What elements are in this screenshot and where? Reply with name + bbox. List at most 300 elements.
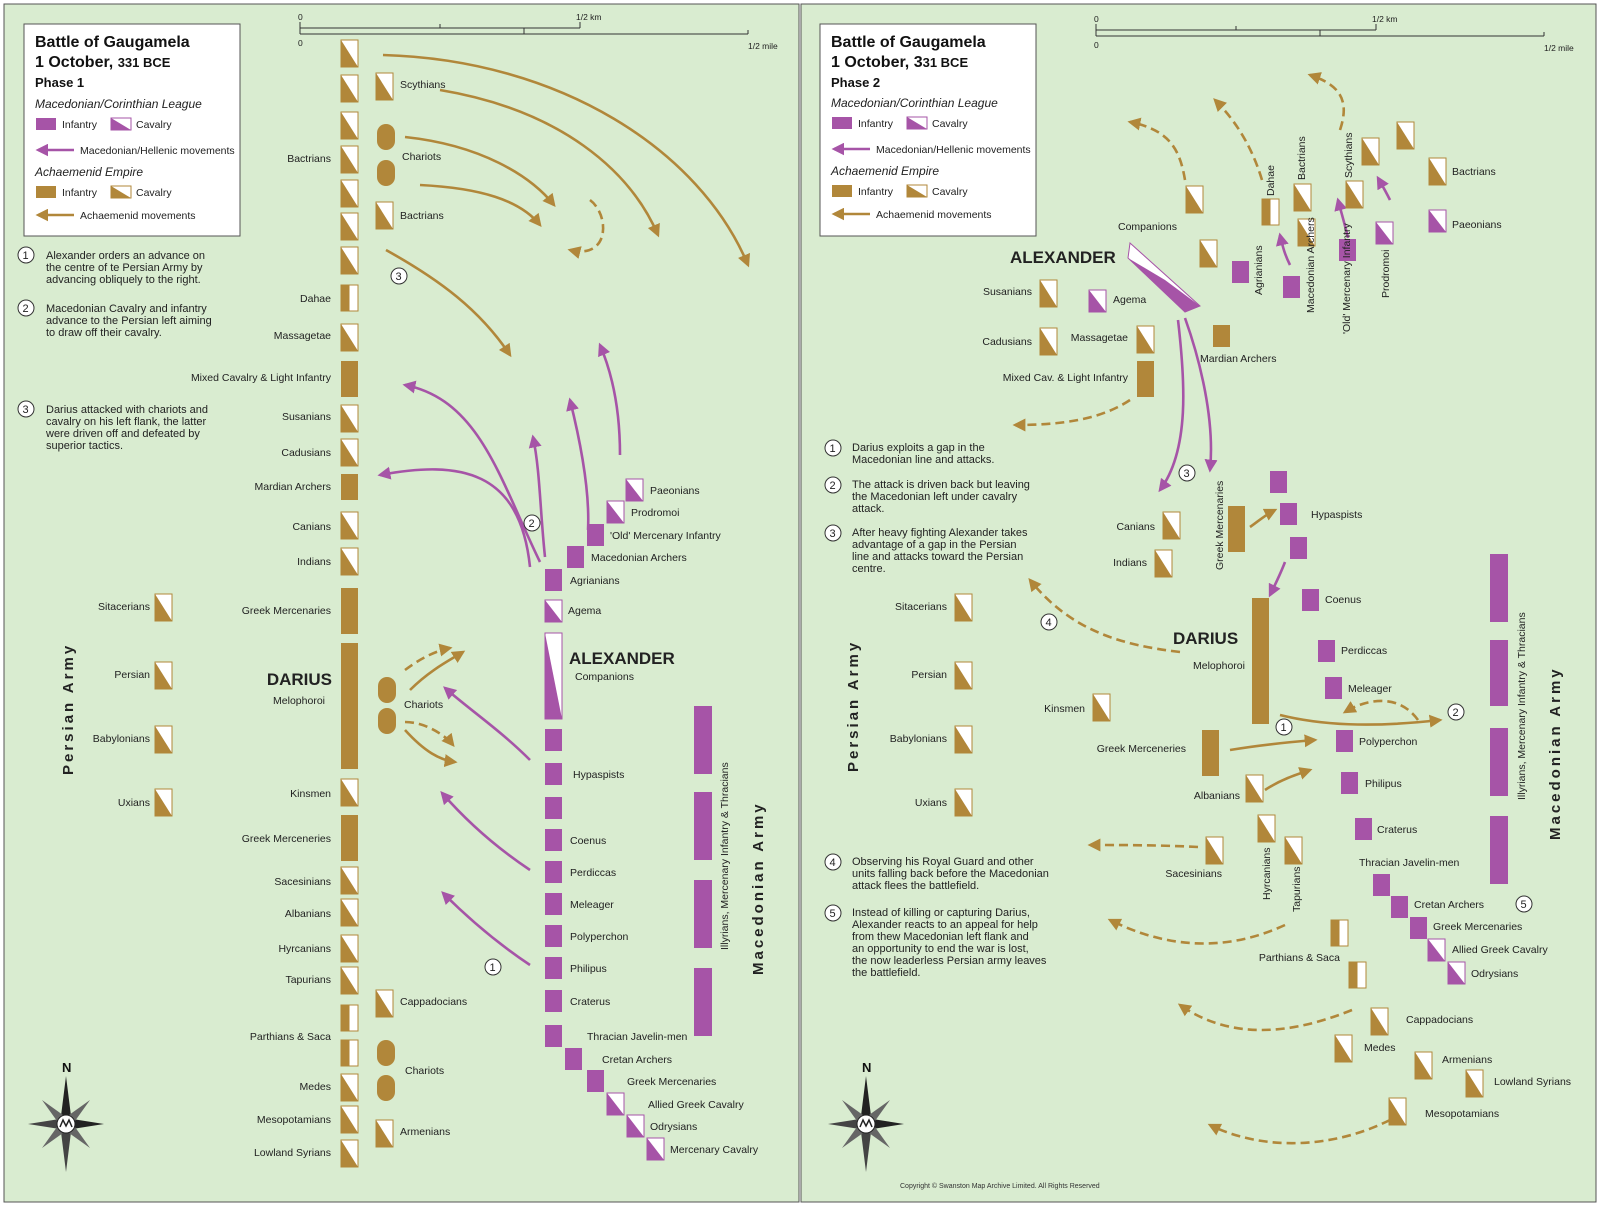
legend-mac-infantry: Infantry <box>62 119 98 131</box>
p1-sitacerians-unit <box>155 594 172 621</box>
p1-massagetae-unit <box>341 324 358 351</box>
p2-marker-5-num: 5 <box>1520 899 1527 911</box>
p1-hyrcanians-unit <box>341 935 358 962</box>
svg-text:were driven off and defeated b: were driven off and defeated by <box>46 428 200 440</box>
p2-label-bactrians-2: Bactrians <box>1452 166 1496 178</box>
p2-mac-archers-unit <box>1283 276 1300 298</box>
p1-label-indians: Indians <box>297 556 331 568</box>
p1-greek-merceneries-unit <box>341 815 358 861</box>
p1-label-cadusians: Cadusians <box>281 447 331 459</box>
p1-label-kinsmen: Kinsmen <box>290 788 331 800</box>
p1-cadusians-unit <box>341 439 358 466</box>
p1-agrianians-unit <box>545 569 562 591</box>
svg-text:3: 3 <box>22 404 29 416</box>
svg-text:1/2 mile: 1/2 mile <box>1544 43 1574 53</box>
p1-greek-mercs-mac-unit <box>587 1070 604 1092</box>
p1-persian-cavalry <box>341 180 358 207</box>
p2-melophoroi-unit <box>1252 598 1269 724</box>
p2-label-albanians: Albanians <box>1193 790 1240 802</box>
p1-mac-infantry-unit <box>545 893 562 915</box>
p2-label-persian: Persian <box>911 669 947 681</box>
legend-mac-cavalry: Cavalry <box>136 119 172 131</box>
p1-mac-infantry-unit <box>545 990 562 1012</box>
p2-mixed-unit <box>1137 361 1154 397</box>
p1-persian-cavalry <box>341 247 358 274</box>
p1-parthians-unit <box>341 1005 358 1031</box>
p1-lowland-syrians-unit <box>341 1140 358 1167</box>
p2-agrianians-unit <box>1232 261 1249 283</box>
p2-agema-unit <box>1089 290 1106 312</box>
phase1-title: Battle of Gaugamela <box>35 34 190 51</box>
p2-mesopotamians-unit <box>1389 1098 1406 1125</box>
p2-label-dahae: Dahae <box>1265 165 1277 196</box>
p1-label-illyrians: Illyrians, Mercenary Infantry & Thracians <box>719 762 731 950</box>
p1-mac-infantry-unit <box>545 829 562 851</box>
p1-label-companions: Companions <box>575 671 634 683</box>
p1-label-chariots-3: Chariots <box>405 1065 445 1077</box>
p1-albanians-unit <box>341 899 358 926</box>
svg-text:Alexander orders an advance on: Alexander orders an advance on <box>46 250 205 262</box>
p1-chariot <box>378 708 396 734</box>
p1-label-cretan: Cretan Archers <box>602 1054 673 1066</box>
p1-indians-unit <box>341 548 358 575</box>
p1-mac-infantry-unit <box>545 925 562 947</box>
p1-bactrians-unit <box>376 202 393 229</box>
p2-marker-4-num: 4 <box>1045 617 1052 629</box>
p1-label-old-mercs: 'Old' Mercenary Infantry <box>610 530 721 542</box>
p1-label-bactrians-2: Bactrians <box>400 210 444 222</box>
svg-text:attack flees the battlefield.: attack flees the battlefield. <box>852 880 980 892</box>
scale-zero-mile: 0 <box>298 38 303 48</box>
p1-marker-3-num: 3 <box>395 271 402 283</box>
p1-persian-cavalry <box>341 112 358 139</box>
p1-illyrians-unit <box>694 880 712 948</box>
svg-text:cavalry on his left flank, the: cavalry on his left flank, the latter <box>46 416 207 428</box>
p2-saca-unit <box>1349 962 1366 988</box>
p2-label-thracian: Thracian Javelin-men <box>1359 857 1460 869</box>
svg-text:1: 1 <box>829 443 836 455</box>
p2-parthians-unit <box>1331 920 1348 946</box>
p1-dahae-unit <box>341 285 358 311</box>
p1-label-mac-inf: Perdiccas <box>570 867 617 879</box>
p2-label-canians: Canians <box>1116 521 1155 533</box>
phase1-date: 1 October, 331 BCE <box>35 54 171 71</box>
p2-label-cadusians: Cadusians <box>982 336 1032 348</box>
p2-label-agrianians: Agrianians <box>1253 245 1265 295</box>
p2-babylonians-unit <box>955 726 972 753</box>
legend-ach-moves: Achaemenid movements <box>80 210 196 222</box>
p2-label-cretan: Cretan Archers <box>1414 899 1485 911</box>
p2-label-odrysians: Odrysians <box>1471 968 1519 980</box>
svg-text:Cavalry: Cavalry <box>932 186 968 198</box>
svg-text:3: 3 <box>829 528 836 540</box>
svg-text:The attack is driven back but: The attack is driven back but leaving <box>852 479 1030 491</box>
p1-label-susanians: Susanians <box>281 411 331 423</box>
phase2-title: Battle of Gaugamela <box>831 34 986 51</box>
p2-thracian-unit <box>1373 874 1390 896</box>
p2-hypaspists-1 <box>1270 471 1287 493</box>
p1-persian-cavalry <box>341 213 358 240</box>
p1-label-hyrcanians: Hyrcanians <box>278 943 331 955</box>
p1-label-tapurians: Tapurians <box>285 974 331 986</box>
p1-mac-infantry-unit <box>545 861 562 883</box>
svg-text:1: 1 <box>22 250 29 262</box>
p2-persian-unit <box>955 662 972 689</box>
svg-text:centre.: centre. <box>852 563 886 575</box>
phase1-legend <box>24 24 240 236</box>
p2-greek-mercs-mac-unit <box>1410 917 1427 939</box>
svg-text:Infantry: Infantry <box>858 186 894 198</box>
p2-hypaspists-2 <box>1280 503 1297 525</box>
p2-bactrians-2-unit <box>1429 158 1446 185</box>
p1-medes-unit <box>341 1074 358 1101</box>
p1-label-darius: DARIUS <box>266 670 332 689</box>
svg-text:advancing obliquely to the rig: advancing obliquely to the right. <box>46 274 201 286</box>
p1-label-merc-cav: Mercenary Cavalry <box>670 1144 759 1156</box>
p1-label-medes: Medes <box>299 1081 331 1093</box>
svg-text:Macedonian Cavalry and infantr: Macedonian Cavalry and infantry <box>46 303 207 315</box>
svg-text:an opportunity to end the war: an opportunity to end the war is lost, <box>852 943 1029 955</box>
p1-label-sitacerians: Sitacerians <box>98 601 150 613</box>
p1-label-mardian: Mardian Archers <box>254 481 331 493</box>
p2-label-illyrians: Illyrians, Mercenary Infantry & Thracians <box>1516 612 1528 800</box>
phase2-date: 1 October, 331 BCE <box>831 54 969 71</box>
p2-illyrians-unit <box>1490 728 1508 796</box>
p2-label-polyperchon: Polyperchon <box>1359 736 1418 748</box>
p2-label-sitacerians: Sitacerians <box>895 601 947 613</box>
svg-text:advantage of a gap in the Pers: advantage of a gap in the Persian <box>852 539 1017 551</box>
p1-chariot <box>378 677 396 703</box>
p1-canians-unit <box>341 512 358 539</box>
p2-label-paeonians: Paeonians <box>1452 219 1502 231</box>
p1-label-mac-inf: Coenus <box>570 835 607 847</box>
p2-label-coenus: Coenus <box>1325 594 1362 606</box>
p1-label-thracian: Thracian Javelin-men <box>587 1031 688 1043</box>
phase2-phase: Phase 2 <box>831 75 881 90</box>
phase1-phase: Phase 1 <box>35 75 85 90</box>
p2-label-lowland-syrians: Lowland Syrians <box>1494 1076 1572 1088</box>
p2-susanians-unit <box>1040 280 1057 307</box>
p1-label-chariots: Chariots <box>402 151 442 163</box>
p1-label-alexander: ALEXANDER <box>569 649 675 668</box>
p1-tapurians-unit <box>341 967 358 994</box>
p2-sitacerians-unit <box>955 594 972 621</box>
p1-melophoroi-unit <box>341 643 358 769</box>
p1-babylonians-unit <box>155 726 172 753</box>
svg-text:Infantry: Infantry <box>858 118 894 130</box>
p1-label-mesopotamians: Mesopotamians <box>256 1114 331 1126</box>
p1-marker-1-num: 1 <box>489 962 496 974</box>
p1-label-lowland-syrians: Lowland Syrians <box>253 1147 331 1159</box>
p2-illyrians-unit <box>1490 816 1508 884</box>
legend-mac-infantry-swatch <box>36 118 56 130</box>
p2-label-medes: Medes <box>1364 1042 1396 1054</box>
p2-label-parthians: Parthians & Saca <box>1258 952 1340 964</box>
p1-label-mac-archers: Macedonian Archers <box>591 552 687 564</box>
p2-indians-unit <box>1155 550 1172 577</box>
p1-label-agema: Agema <box>568 605 602 617</box>
p2-philipus-unit <box>1341 772 1358 794</box>
p1-uxians-unit <box>155 789 172 816</box>
p2-perdiccas-unit <box>1318 640 1335 662</box>
p2-label-craterus: Craterus <box>1377 824 1418 836</box>
svg-text:attack.: attack. <box>852 503 885 515</box>
p2-odrysians-unit <box>1448 962 1465 984</box>
p2-craterus-unit <box>1355 818 1372 840</box>
p1-label-hypaspists: Hypaspists <box>573 769 625 781</box>
p1-label-chariots-2: Chariots <box>404 699 444 711</box>
legend-ach-cavalry: Cavalry <box>136 187 172 199</box>
svg-text:4: 4 <box>829 857 836 869</box>
p1-illyrians-unit <box>694 968 712 1036</box>
p1-cappadocians-unit <box>376 990 393 1017</box>
p1-label-odrysians: Odrysians <box>650 1121 698 1133</box>
p2-label-armenians: Armenians <box>1442 1054 1493 1066</box>
p2-greek-merceneries-unit <box>1202 730 1219 776</box>
phase1-persian-army-label: Persian Army <box>60 642 77 775</box>
p2-cadusians-unit <box>1040 328 1057 355</box>
p1-label-dahae: Dahae <box>300 293 331 305</box>
p2-cav-unit <box>1200 240 1217 267</box>
p2-label-tapurians: Tapurians <box>1291 866 1303 912</box>
svg-text:5: 5 <box>829 908 836 920</box>
p1-mesopotamians-unit <box>341 1106 358 1133</box>
phase2-macedonian-army-label: Macedonian Army <box>1547 666 1564 840</box>
svg-text:advance to the Persian left ai: advance to the Persian left aiming <box>46 315 212 327</box>
p1-label-mac-inf: Meleager <box>570 899 614 911</box>
p1-illyrians-unit <box>694 706 712 774</box>
scale-zero-km: 0 <box>298 12 303 22</box>
p1-mac-infantry-unit <box>545 957 562 979</box>
p1-label-armenians: Armenians <box>400 1126 451 1138</box>
svg-text:the battlefield.: the battlefield. <box>852 967 921 979</box>
p1-chariot <box>377 160 395 186</box>
p2-lowland-syrians-unit <box>1466 1070 1483 1097</box>
p2-label-mixed: Mixed Cav. & Light Infantry <box>1002 372 1128 384</box>
p2-label-companions: Companions <box>1118 221 1177 233</box>
legend-mac-moves: Macedonian/Hellenic movements <box>80 145 235 157</box>
legend-ach-header: Achaemenid Empire <box>35 165 144 179</box>
svg-text:Alexander reacts to an appeal: Alexander reacts to an appeal for help <box>852 919 1038 931</box>
p2-label-mesopotamians: Mesopotamians <box>1425 1108 1500 1120</box>
p2-label-babylonians: Babylonians <box>889 733 947 745</box>
svg-text:the centre of te Persian Army: the centre of te Persian Army by <box>46 262 203 274</box>
p1-label-canians: Canians <box>292 521 331 533</box>
p1-label-babylonians: Babylonians <box>92 733 150 745</box>
p2-compass-north: N <box>862 1060 872 1075</box>
p2-label-bactrians: Bactrians <box>1296 136 1308 180</box>
p1-chariot <box>377 124 395 150</box>
p1-illyrians-unit <box>694 792 712 860</box>
p1-saca-unit <box>341 1040 358 1066</box>
p2-label-mac-archers: Macedonian Archers <box>1305 217 1317 313</box>
p2-hyrcanians-unit <box>1258 815 1275 842</box>
p2-meleager-unit <box>1325 677 1342 699</box>
p1-label-bactrians: Bactrians <box>287 153 331 165</box>
p1-label-greek-mercs: Greek Mercenaries <box>241 605 331 617</box>
p1-hypaspists-unit <box>545 729 562 751</box>
p1-persian-cavalry <box>341 146 358 173</box>
svg-text:to draw off their cavalry.: to draw off their cavalry. <box>46 327 162 339</box>
p1-label-uxians: Uxians <box>117 797 150 809</box>
p1-cretan-unit <box>565 1048 582 1070</box>
p1-armenians-unit <box>376 1120 393 1147</box>
p2-scythians-unit <box>1362 138 1379 165</box>
p2-companions-cav-unit <box>1186 186 1203 213</box>
p1-label-parthians: Parthians & Saca <box>249 1031 331 1043</box>
svg-text:the Macedonian left under cava: the Macedonian left under cavalry <box>852 491 1018 503</box>
p1-thracian-unit <box>545 1025 562 1047</box>
phase2-legend <box>820 24 1036 236</box>
p2-label-prodromoi: Prodromoi <box>1380 249 1392 298</box>
p2-armenians-unit <box>1415 1052 1432 1079</box>
p2-polyperchon-unit <box>1336 730 1353 752</box>
p2-greek-mercs-unit <box>1228 506 1245 552</box>
p2-label-susanians: Susanians <box>982 286 1032 298</box>
p1-marker-2-num: 2 <box>528 518 535 530</box>
p2-sacesinians-unit <box>1206 837 1223 864</box>
scale-km-label: 1/2 km <box>576 12 602 22</box>
p1-label-greek-mercs-mac: Greek Mercenaries <box>627 1076 717 1088</box>
p2-massagetae-unit <box>1137 326 1154 353</box>
p1-label-greek-merceneries: Greek Merceneries <box>241 833 331 845</box>
p1-label-allied-cav: Allied Greek Cavalry <box>648 1099 744 1111</box>
p2-scythians-2-unit <box>1397 122 1414 149</box>
p1-label-scythians: Scythians <box>400 79 446 91</box>
svg-text:Achaemenid movements: Achaemenid movements <box>876 209 992 221</box>
p1-label-mac-inf: Craterus <box>570 996 611 1008</box>
p1-label-paeonians: Paeonians <box>650 485 700 497</box>
p2-label-greek-mercs-mac: Greek Mercenaries <box>1433 921 1523 933</box>
p2-canians-unit <box>1163 512 1180 539</box>
p2-bactrians-unit <box>1294 184 1311 211</box>
p2-kinsmen-unit <box>1093 694 1110 721</box>
p2-cretan-unit <box>1391 896 1408 918</box>
p1-hypaspists-unit <box>545 763 562 785</box>
p1-label-agrianians: Agrianians <box>570 575 620 587</box>
p1-label-persian: Persian <box>114 669 150 681</box>
legend-mac-header: Macedonian/Corinthian League <box>35 97 202 111</box>
p1-prodromoi-unit <box>607 501 624 523</box>
p1-label-prodromoi: Prodromoi <box>631 507 680 519</box>
p1-chariot <box>377 1075 395 1101</box>
p2-label-meleager: Meleager <box>1348 683 1392 695</box>
p1-old-mercs-unit <box>587 524 604 546</box>
p1-compass-north: N <box>62 1060 72 1075</box>
p2-label-allied-cav: Allied Greek Cavalry <box>1452 944 1548 956</box>
p2-illyrians-unit <box>1490 640 1508 706</box>
p2-dahae-unit <box>1262 199 1279 225</box>
p2-paeonians-unit <box>1429 210 1446 232</box>
p1-mardian-archers-unit <box>341 474 358 500</box>
p2-tapurians-unit <box>1285 837 1302 864</box>
copyright: Copyright © Swanston Map Archive Limited. All Rights Reserved <box>900 1183 1100 1190</box>
svg-text:units falling back before the: units falling back before the Macedonian <box>852 868 1049 880</box>
p1-merc-cav-unit <box>647 1138 664 1160</box>
p1-persian-cavalry <box>341 75 358 102</box>
p2-label-uxians: Uxians <box>914 797 947 809</box>
legend-ach-infantry-swatch <box>36 186 56 198</box>
p1-label-mixed: Mixed Cavalry & Light Infantry <box>190 372 331 384</box>
p1-mac-archers-unit <box>567 546 584 568</box>
p2-illyrians-unit <box>1490 554 1508 622</box>
svg-text:Darius exploits a gap in the: Darius exploits a gap in the <box>852 442 985 454</box>
p1-label-mac-inf: Polyperchon <box>570 931 629 943</box>
p2-label-scythians: Scythians <box>1343 132 1355 178</box>
phase1-macedonian-army-label: Macedonian Army <box>750 801 767 975</box>
svg-text:superior tactics.: superior tactics. <box>46 440 124 452</box>
p2-prodromoi-unit <box>1376 222 1393 244</box>
svg-text:Achaemenid Empire: Achaemenid Empire <box>831 164 940 178</box>
p1-sacesinians-unit <box>341 867 358 894</box>
p2-label-mardian: Mardian Archers <box>1200 353 1277 365</box>
p1-susanians-unit <box>341 405 358 432</box>
p2-uxians-unit <box>955 789 972 816</box>
p2-label-old-mercs: 'Old' Mercenary Infantry <box>1341 223 1353 334</box>
p1-kinsmen-unit <box>341 779 358 806</box>
p1-label-cappadocians: Cappadocians <box>400 996 468 1008</box>
phase2-persian-army-label: Persian Army <box>845 639 862 772</box>
p1-greek-mercenaries-unit <box>341 588 358 634</box>
svg-text:Cavalry: Cavalry <box>932 118 968 130</box>
p1-persian-unit <box>155 662 172 689</box>
svg-text:1/2 km: 1/2 km <box>1372 14 1398 24</box>
p2-marker-1-num: 1 <box>1280 722 1287 734</box>
svg-text:Macedonian/Corinthian League: Macedonian/Corinthian League <box>831 96 998 110</box>
p2-marker-3-num: 3 <box>1183 468 1190 480</box>
p2-label-cappadocians: Cappadocians <box>1406 1014 1474 1026</box>
svg-text:from thew Macedonian left flan: from thew Macedonian left flank and <box>852 931 1029 943</box>
p2-label-indians: Indians <box>1113 557 1147 569</box>
scale-mile-label: 1/2 mile <box>748 41 778 51</box>
p2-label-philipus: Philipus <box>1365 778 1402 790</box>
p1-label-massagetae: Massagetae <box>273 330 331 342</box>
p1-mixed-cavalry-unit <box>341 361 358 397</box>
svg-text:2: 2 <box>829 480 836 492</box>
p2-marker-2-num: 2 <box>1452 707 1459 719</box>
p1-hypaspists-unit <box>545 797 562 819</box>
svg-text:0: 0 <box>1094 14 1099 24</box>
p1-chariot <box>377 1040 395 1066</box>
p1-paeonians-unit <box>626 479 643 501</box>
p1-label-melophoroi: Melophoroi <box>273 695 325 707</box>
p1-agema-unit <box>545 600 562 622</box>
p1-persian-cavalry <box>341 40 358 67</box>
p2-cappadocians-unit <box>1371 1008 1388 1035</box>
svg-text:2: 2 <box>22 303 29 315</box>
p2-coenus-unit <box>1302 589 1319 611</box>
svg-text:the now leaderless Persian arm: the now leaderless Persian army leaves <box>852 955 1047 967</box>
p2-hypaspists-3 <box>1290 537 1307 559</box>
p2-label-kinsmen: Kinsmen <box>1044 703 1085 715</box>
p2-label-greek-merceneries: Greek Merceneries <box>1096 743 1186 755</box>
p1-scythians-unit <box>376 73 393 100</box>
p1-companions-unit <box>545 633 562 719</box>
p2-allied-cav-unit <box>1428 939 1445 961</box>
p2-label-alexander: ALEXANDER <box>1010 248 1116 267</box>
p2-label-hypaspists: Hypaspists <box>1311 509 1363 521</box>
svg-text:Macedonian line and attacks.: Macedonian line and attacks. <box>852 454 995 466</box>
svg-text:Darius attacked with chariots: Darius attacked with chariots and <box>46 404 209 416</box>
p2-label-melophoroi: Melophoroi <box>1193 660 1245 672</box>
p2-label-hyrcanians: Hyrcanians <box>1261 847 1273 900</box>
p1-label-albanians: Albanians <box>284 908 331 920</box>
p2-label-sacesinians: Sacesinians <box>1165 868 1222 880</box>
svg-text:Instead of killing or capturin: Instead of killing or capturing Darius, <box>852 907 1030 919</box>
p1-allied-cav-unit <box>607 1093 624 1115</box>
svg-text:0: 0 <box>1094 40 1099 50</box>
svg-text:After heavy fighting Alexander: After heavy fighting Alexander takes <box>852 527 1028 539</box>
